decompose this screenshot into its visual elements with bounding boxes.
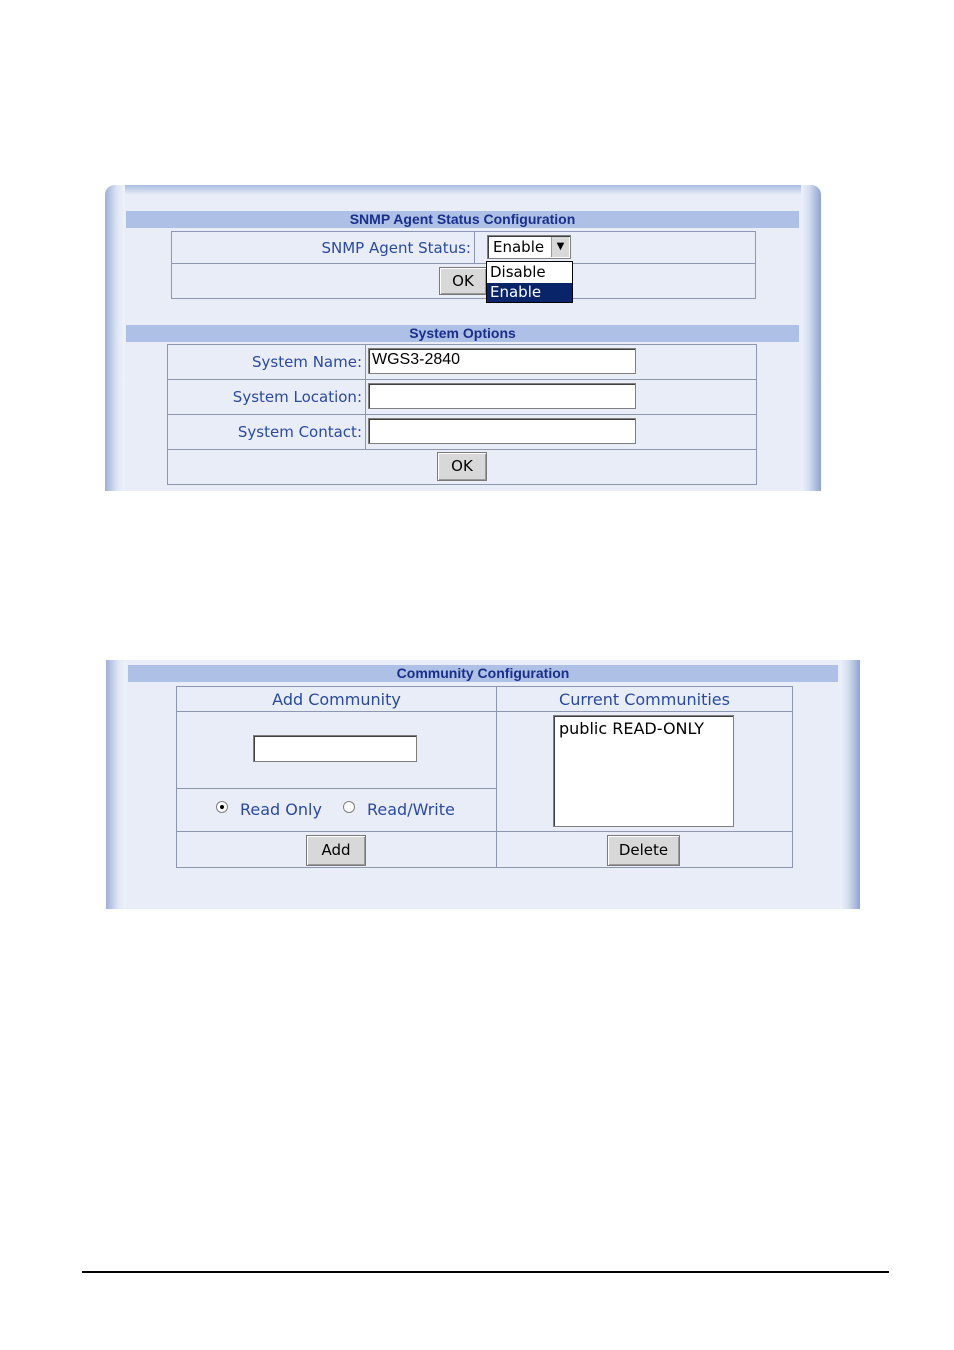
agent-status-row — [172, 232, 755, 264]
read-write-label[interactable]: Read/Write — [367, 800, 455, 819]
system-location-row — [168, 380, 756, 415]
panel-right-edge — [801, 185, 821, 491]
read-only-radio[interactable] — [216, 801, 228, 813]
system-name-input[interactable]: WGS3-2840 — [368, 348, 636, 374]
system-location-label: System Location: — [232, 388, 362, 406]
list-item[interactable]: public READ-ONLY — [559, 719, 705, 738]
community-input-cell — [177, 712, 496, 789]
agent-status-dropdown — [486, 261, 573, 303]
panel-left-edge — [106, 660, 126, 909]
access-radio-cell — [177, 789, 496, 831]
system-options-header: System Options — [126, 325, 799, 342]
system-location-input[interactable] — [368, 383, 636, 409]
current-communities-list[interactable] — [553, 715, 734, 827]
community-table — [176, 686, 793, 868]
agent-status-header: SNMP Agent Status Configuration — [126, 211, 799, 228]
community-config-panel — [106, 660, 860, 909]
panel-left-edge — [105, 185, 125, 491]
community-name-input[interactable] — [253, 735, 417, 762]
system-contact-input[interactable] — [368, 418, 636, 444]
system-ok-button[interactable]: OK — [437, 452, 487, 481]
add-community-col-label: Add Community — [272, 690, 401, 709]
read-only-label[interactable]: Read Only — [240, 800, 322, 819]
panel-right-edge — [840, 660, 860, 909]
option-enable[interactable]: Enable — [487, 283, 572, 302]
current-communities-col-label: Current Communities — [559, 690, 730, 709]
agent-ok-button[interactable]: OK — [439, 267, 487, 295]
add-button[interactable]: Add — [306, 835, 366, 866]
community-col-headers — [177, 687, 792, 712]
divider — [474, 232, 475, 263]
read-write-radio[interactable] — [343, 801, 355, 813]
system-contact-label: System Contact: — [237, 423, 362, 441]
footer-divider — [82, 1271, 889, 1273]
panel-top-edge — [105, 185, 821, 195]
system-name-label: System Name: — [251, 353, 362, 371]
agent-status-value: Enable — [493, 238, 545, 256]
snmp-config-panel — [105, 185, 821, 491]
agent-status-table — [171, 231, 756, 299]
community-header: Community Configuration — [128, 665, 838, 682]
option-disable[interactable]: Disable — [490, 263, 546, 281]
system-name-row — [168, 345, 756, 380]
system-contact-row — [168, 415, 756, 450]
delete-button[interactable]: Delete — [607, 835, 680, 866]
agent-status-label: SNMP Agent Status: — [321, 239, 471, 257]
system-options-table — [167, 344, 757, 485]
agent-status-select[interactable] — [487, 235, 571, 259]
chevron-down-icon[interactable]: ▼ — [551, 237, 569, 257]
community-buttons-row — [177, 831, 792, 868]
